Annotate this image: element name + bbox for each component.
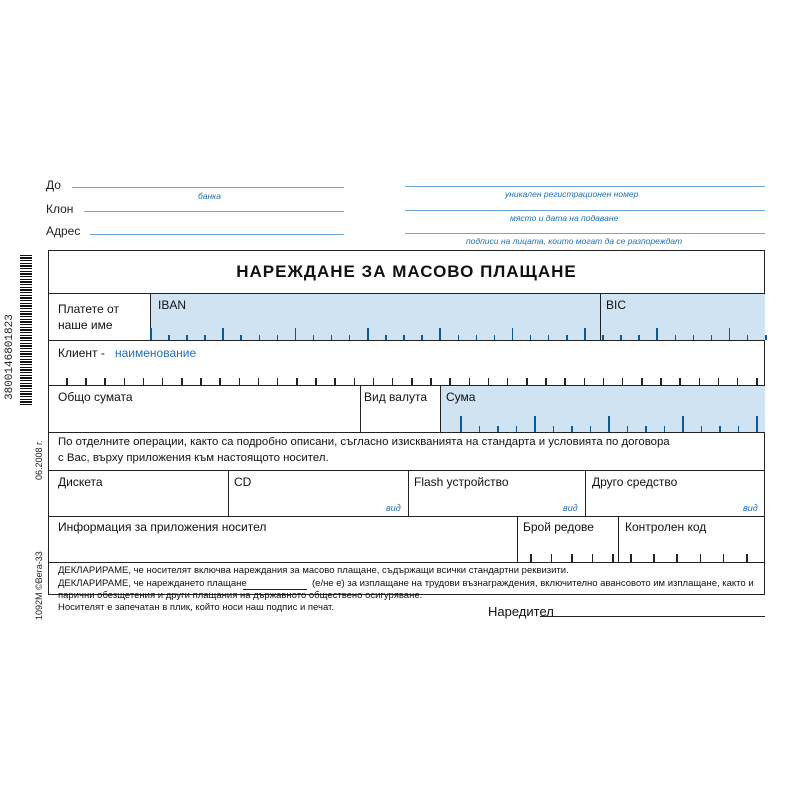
declaration-2a: ДЕКЛАРИРАМЕ, че нареждането плащане — [58, 578, 247, 589]
comb-tick — [392, 378, 394, 385]
comb-tick — [66, 378, 68, 385]
client-label: Клиент - — [58, 346, 105, 360]
divider-v — [440, 386, 441, 432]
adres-line[interactable] — [90, 234, 344, 235]
other-label: Друго средство — [592, 475, 678, 489]
comb-tick — [143, 378, 145, 385]
declaration-3: парични обезщетения и други плащания на държавното обществено осигуряване. — [58, 590, 423, 601]
divider-v — [517, 517, 518, 562]
comb-tick — [682, 416, 684, 432]
code-text: 1092M ©Вега-33 — [34, 551, 44, 620]
iban-label: IBAN — [158, 298, 187, 312]
comb-tick — [551, 554, 553, 562]
comb-tick — [222, 328, 224, 340]
signatures-line[interactable] — [405, 233, 765, 234]
comb-tick — [150, 328, 152, 340]
comb-tick — [603, 378, 605, 385]
amount-field[interactable] — [440, 386, 765, 432]
comb-tick — [641, 378, 643, 385]
cd-vid: вид — [386, 503, 401, 513]
do-label: До — [46, 178, 61, 192]
barcode — [20, 255, 32, 405]
iban-field[interactable] — [150, 294, 765, 340]
comb-tick — [700, 554, 702, 562]
comb-tick — [630, 554, 632, 562]
klon-label: Клон — [46, 202, 74, 216]
comb-tick — [676, 554, 678, 562]
comb-tick — [608, 416, 610, 432]
comb-tick — [584, 378, 586, 385]
declaration-2b: (е/не е) за изплащане на трудови възнаграждения, включително авансовото им изплащане, както и — [312, 578, 754, 589]
comb-tick — [239, 378, 241, 385]
comb-tick — [746, 554, 748, 562]
comb-tick — [660, 378, 662, 385]
comb-tick — [737, 378, 739, 385]
comb-tick — [315, 378, 317, 385]
declaration-1: ДЕКЛАРИРАМЕ, че носителят включва нареждания за масово плащане, съдържащи всички стандартни реквизити. — [58, 565, 569, 576]
comb-tick — [373, 378, 375, 385]
flash-label: Flash устройство — [414, 475, 509, 489]
bic-label: BIC — [606, 298, 627, 312]
operations-text-1: По отделните операции, както са подробно описани, съгласно изискванията на стандарта и условията по договора — [58, 436, 670, 448]
divider-v — [600, 294, 601, 340]
barcode-number: 3800146801823 — [4, 314, 16, 400]
comb-tick — [564, 378, 566, 385]
comb-tick — [534, 416, 536, 432]
divider-v — [585, 471, 586, 516]
comb-tick — [571, 554, 573, 562]
comb-tick — [354, 378, 356, 385]
comb-tick — [756, 416, 758, 432]
divider-media — [48, 516, 765, 517]
comb-tick — [545, 378, 547, 385]
other-vid: вид — [743, 503, 758, 513]
unique-number-caption: уникален регистрационен номер — [505, 189, 639, 199]
divider-operations — [48, 470, 765, 471]
comb-tick — [367, 328, 369, 340]
comb-tick — [469, 378, 471, 385]
total-label: Общо сумата — [58, 390, 133, 404]
comb-tick — [612, 554, 614, 562]
divider-info — [48, 562, 765, 563]
comb-tick — [653, 554, 655, 562]
comb-tick — [219, 378, 221, 385]
comb-tick — [507, 378, 509, 385]
comb-tick — [449, 378, 451, 385]
divider-v — [360, 386, 361, 432]
comb-tick — [729, 328, 731, 340]
place-date-line[interactable] — [405, 210, 765, 211]
bank-caption: банка — [198, 191, 221, 201]
comb-tick — [295, 328, 297, 340]
comb-tick — [592, 554, 594, 562]
comb-tick — [530, 554, 532, 562]
orderer-label: Наредител — [488, 604, 554, 619]
orderer-signature-line[interactable] — [540, 616, 765, 617]
comb-tick — [622, 378, 624, 385]
comb-tick — [718, 378, 720, 385]
comb-tick — [334, 378, 336, 385]
signatures-caption: подписи на лицата, които могат да се разпореждат — [466, 236, 683, 246]
comb-tick — [296, 378, 298, 385]
diskette-label: Дискета — [58, 475, 103, 489]
comb-tick — [162, 378, 164, 385]
comb-tick — [460, 416, 462, 432]
divider-v — [408, 471, 409, 516]
info-label: Информация за приложения носител — [58, 520, 267, 534]
declaration-4: Носителят е запечатан в плик, който носи наш подпис и печат. — [58, 602, 334, 613]
comb-tick — [584, 328, 586, 340]
comb-tick — [756, 378, 758, 385]
divider-amount — [48, 432, 765, 433]
place-date-caption: място и дата на подаване — [510, 213, 619, 223]
unique-number-line[interactable] — [405, 186, 765, 187]
divider-v — [228, 471, 229, 516]
divider-v — [618, 517, 619, 562]
comb-tick — [277, 378, 279, 385]
comb-tick — [656, 328, 658, 340]
payer-label-1: Платете от — [58, 302, 119, 316]
control-label: Контролен код — [625, 520, 707, 534]
flash-vid: вид — [563, 503, 578, 513]
date-text: 06.2008 г. — [34, 440, 44, 480]
comb-tick — [200, 378, 202, 385]
comb-tick — [411, 378, 413, 385]
divider-iban — [48, 340, 765, 341]
do-line[interactable] — [72, 187, 344, 188]
comb-tick — [258, 378, 260, 385]
comb-tick — [679, 378, 681, 385]
client-name-label: наименование — [115, 346, 197, 360]
comb-tick — [439, 328, 441, 340]
payer-label-2: наше име — [58, 318, 113, 332]
operations-text-2: с Вас, върху приложения към настоящото носител. — [58, 452, 329, 464]
amount-label: Сума — [446, 390, 476, 404]
comb-tick — [765, 335, 767, 340]
comb-tick — [526, 378, 528, 385]
comb-tick — [512, 328, 514, 340]
adres-label: Адрес — [46, 224, 81, 238]
comb-tick — [124, 378, 126, 385]
comb-tick — [430, 378, 432, 385]
comb-tick — [85, 378, 87, 385]
cd-label: CD — [234, 475, 252, 489]
comb-tick — [699, 378, 701, 385]
comb-tick — [723, 554, 725, 562]
klon-line[interactable] — [84, 211, 344, 212]
comb-tick — [181, 378, 183, 385]
comb-tick — [488, 378, 490, 385]
currency-label: Вид валута — [364, 390, 427, 404]
rows-label: Брой редове — [523, 520, 594, 534]
comb-tick — [104, 378, 106, 385]
form-title: НАРЕЖДАНЕ ЗА МАСОВО ПЛАЩАНЕ — [236, 262, 577, 281]
